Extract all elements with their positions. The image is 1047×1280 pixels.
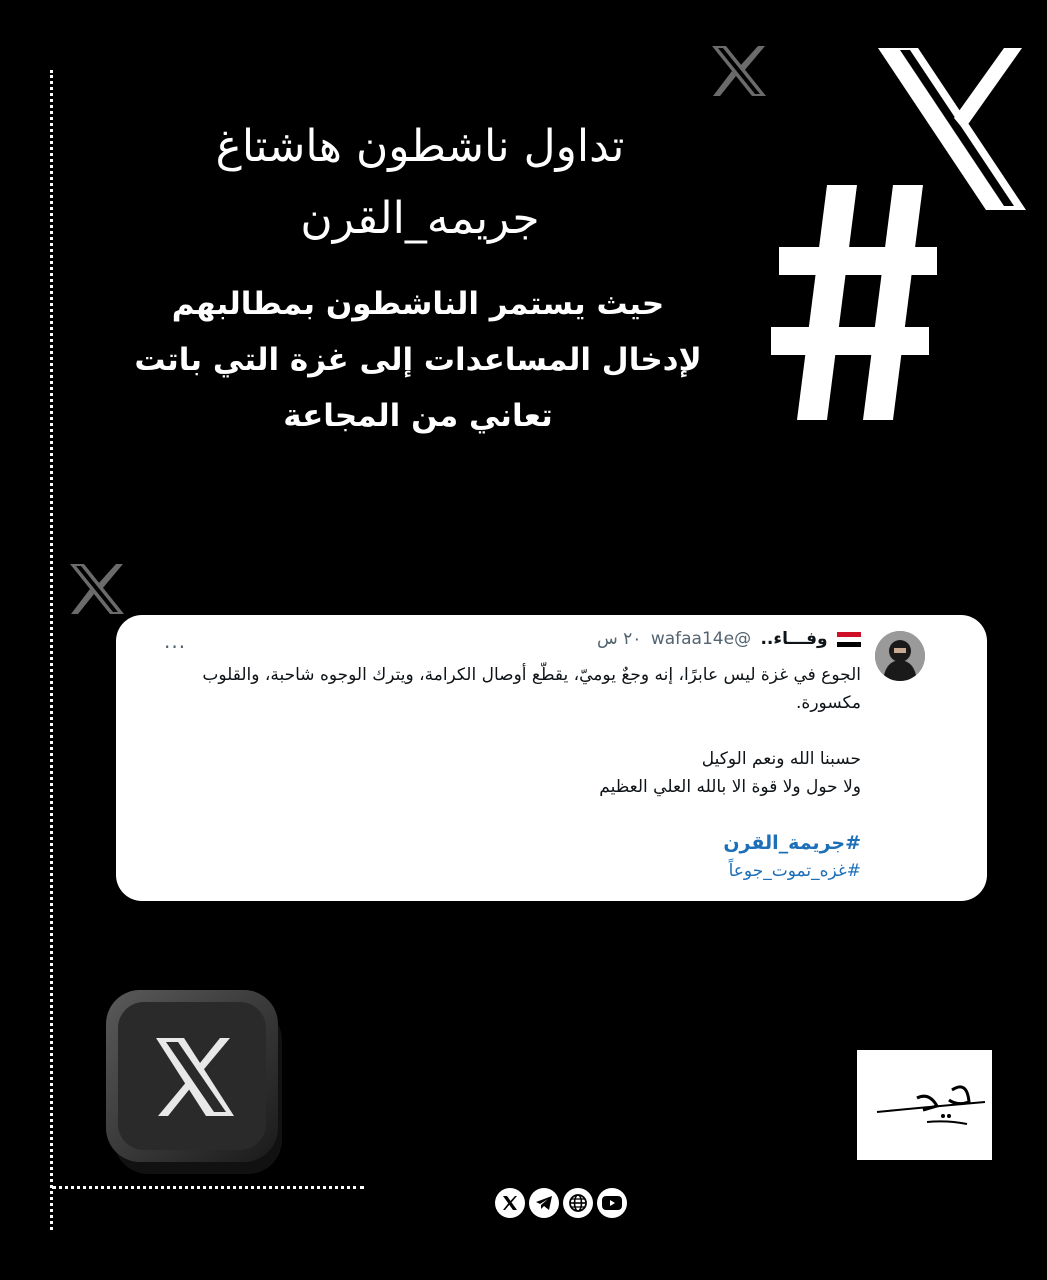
tweet-text: الجوع في غزة ليس عابرًا، إنه وجعٌ يوميّ، يقطّع أوصال الكرامة، ويترك الوجوه شاحبة، والقلوب مكسورة. — [202, 665, 861, 713]
globe-icon[interactable] — [563, 1188, 593, 1218]
hashtag-link[interactable]: #غزه_تموت_جوعاً — [728, 861, 861, 881]
tweet-author-handle[interactable]: @wafaa14e — [650, 629, 752, 649]
tweet-text: حسبنا الله ونعم الوكيل — [701, 749, 861, 769]
x-logo-icon — [710, 44, 768, 98]
tweet-header — [597, 629, 861, 649]
tweet-body — [161, 661, 861, 885]
telegram-icon[interactable] — [529, 1188, 559, 1218]
x-icon[interactable] — [495, 1188, 525, 1218]
tweet-text: ولا حول ولا قوة الا بالله العلي العظيم — [599, 777, 861, 797]
x-app-icon — [104, 988, 286, 1178]
subtext: حيث يستمر الناشطون بمطالبهم لإدخال المساعدات إلى غزة التي باتت تعاني من المجاعة — [134, 286, 702, 434]
dotted-border-horizontal — [52, 1186, 364, 1189]
tweet-author-name[interactable]: وفـــاء.. — [760, 629, 828, 649]
hash-icon — [765, 185, 940, 420]
dotted-border-vertical — [50, 70, 53, 1230]
brand-logo — [857, 1050, 992, 1160]
x-logo-icon — [68, 562, 126, 616]
headline-hashtag: جريمه_القرن — [300, 193, 540, 244]
hashtag-link[interactable]: #جريمة_القرن — [723, 832, 861, 854]
youtube-icon[interactable] — [597, 1188, 627, 1218]
social-icons — [495, 1188, 627, 1218]
more-options-icon[interactable]: ... — [164, 629, 187, 653]
headline — [120, 118, 720, 248]
tweet-card[interactable] — [116, 615, 987, 901]
flag-icon — [837, 632, 861, 647]
tweet-time[interactable]: ٢٠ س — [597, 629, 642, 649]
avatar[interactable] — [875, 631, 925, 681]
headline-line1: تداول ناشطون هاشتاغ — [215, 121, 625, 172]
